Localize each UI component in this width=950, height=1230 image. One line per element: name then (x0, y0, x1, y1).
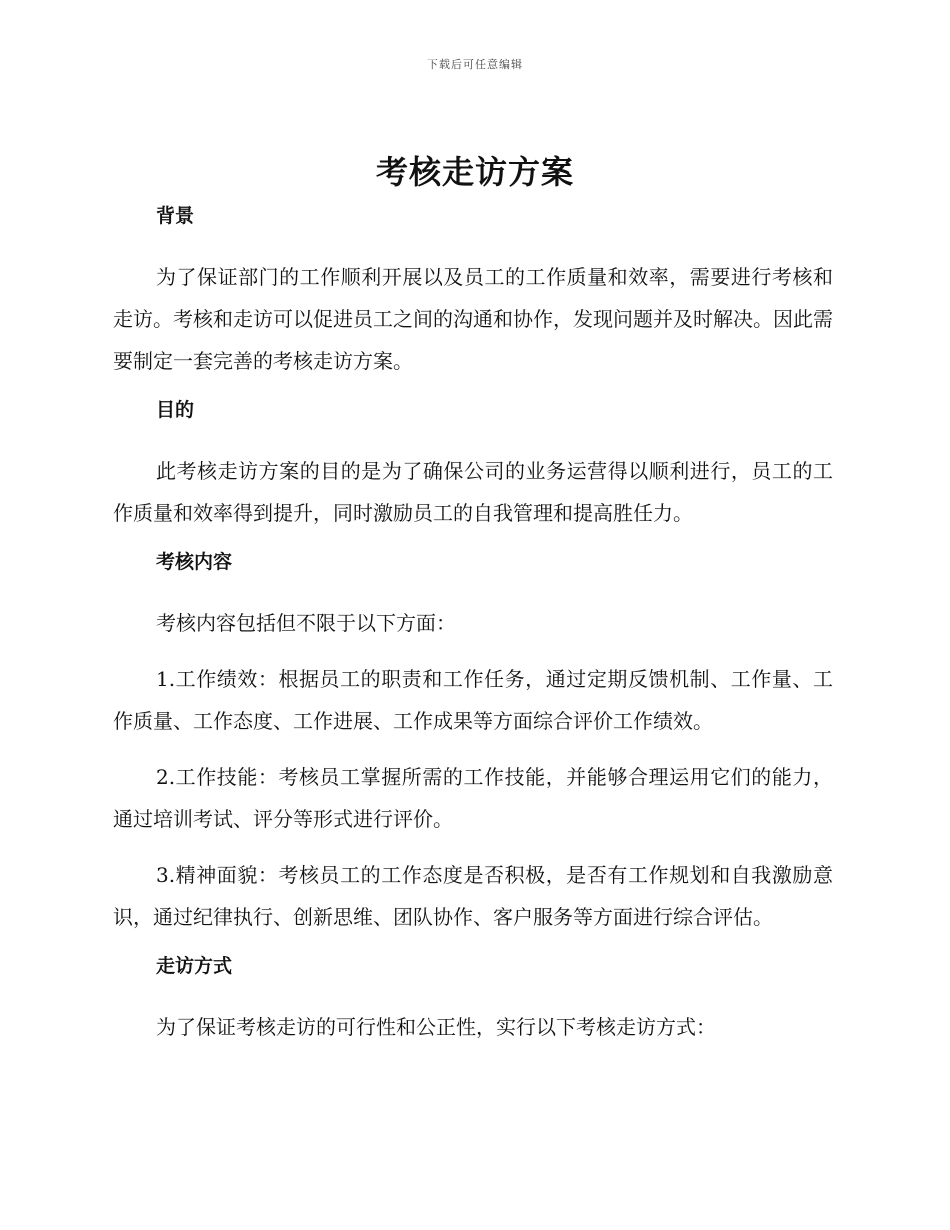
document-body (113, 202, 833, 1048)
paragraph-visit-method: 为了保证考核走访的可行性和公正性，实行以下考核走访方式： (156, 1015, 716, 1039)
list-item-mental-outlook: 3.精神面貌：考核员工的工作态度是否积极，是否有工作规划和自我激励意识，通过纪律执行、创新思维、团队协作、客户服务等方面进行综合评估。 (113, 863, 833, 929)
section-heading-purpose: 目的 (156, 399, 195, 421)
paragraph-purpose: 此考核走访方案的目的是为了确保公司的业务运营得以顺利进行，员工的工作质量和效率得到提升，同时激励员工的自我管理和提高胜任力。 (113, 459, 833, 525)
section-heading-background: 背景 (156, 205, 195, 227)
paragraph-content-intro: 考核内容包括但不限于以下方面： (156, 611, 456, 635)
list-item-work-performance: 1.工作绩效：根据员工的职责和工作任务，通过定期反馈机制、工作量、工作质量、工作态度、工作进展、工作成果等方面综合评价工作绩效。 (113, 667, 833, 733)
list-item-work-skills: 2.工作技能：考核员工掌握所需的工作技能，并能够合理运用它们的能力，通过培训考试、评分等形式进行评价。 (113, 765, 833, 831)
header-note: 下载后可任意编辑 (427, 58, 523, 71)
section-heading-visit-method: 走访方式 (156, 955, 233, 977)
document-title: 考核走访方案 (375, 153, 574, 191)
paragraph-background: 为了保证部门的工作顺利开展以及员工的工作质量和效率，需要进行考核和走访。考核和走访可以促进员工之间的沟通和协作，发现问题并及时解决。因此需要制定一套完善的考核走访方案。 (113, 265, 833, 373)
section-heading-content: 考核内容 (156, 551, 233, 573)
